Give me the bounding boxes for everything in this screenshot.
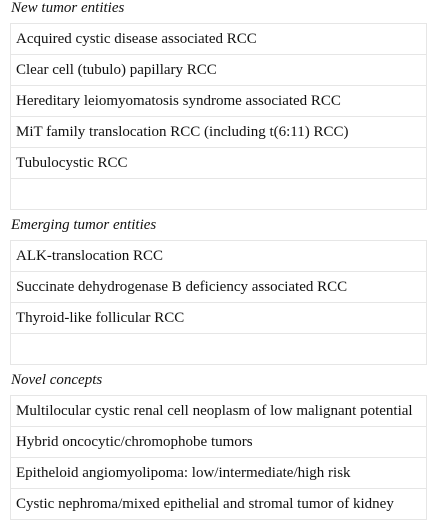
table-row	[10, 272, 427, 303]
section-heading: Emerging tumor entities	[11, 217, 157, 233]
section-heading: New tumor entities	[11, 0, 125, 16]
table-row	[10, 55, 427, 86]
row-text: Hybrid oncocytic/chromophobe tumors	[16, 434, 253, 450]
row-text: Hereditary leiomyomatosis syndrome associated RCC	[16, 93, 341, 109]
section-header-new-entities	[10, 0, 427, 24]
table-row	[10, 396, 427, 427]
section-header-emerging-entities	[10, 210, 427, 241]
empty-row	[10, 334, 427, 365]
row-text: Epitheloid angiomyolipoma: low/intermediate/high risk	[16, 465, 351, 481]
table-row	[10, 24, 427, 55]
row-text: Tubulocystic RCC	[16, 155, 128, 171]
table-row	[10, 241, 427, 272]
row-text: ALK-translocation RCC	[16, 248, 164, 264]
row-text: MiT family translocation RCC (including t(6:11) RCC)	[16, 124, 349, 140]
table-row	[10, 148, 427, 179]
table-row	[10, 86, 427, 117]
row-text: Cystic nephroma/mixed epithelial and stromal tumor of kidney	[16, 496, 394, 512]
entity-table	[10, 0, 427, 520]
section-heading: Novel concepts	[11, 372, 103, 388]
table-row	[10, 427, 427, 458]
section-header-novel-concepts	[10, 365, 427, 396]
row-text: Multilocular cystic renal cell neoplasm of low malignant potential	[16, 403, 413, 419]
row-text: Clear cell (tubulo) papillary RCC	[16, 62, 217, 78]
table-row	[10, 489, 427, 520]
row-text: Succinate dehydrogenase B deficiency associated RCC	[16, 279, 348, 295]
empty-row	[10, 179, 427, 210]
table-row	[10, 303, 427, 334]
row-text: Thyroid-like follicular RCC	[16, 310, 185, 326]
table-row	[10, 458, 427, 489]
table-row	[10, 117, 427, 148]
row-text: Acquired cystic disease associated RCC	[16, 31, 257, 47]
